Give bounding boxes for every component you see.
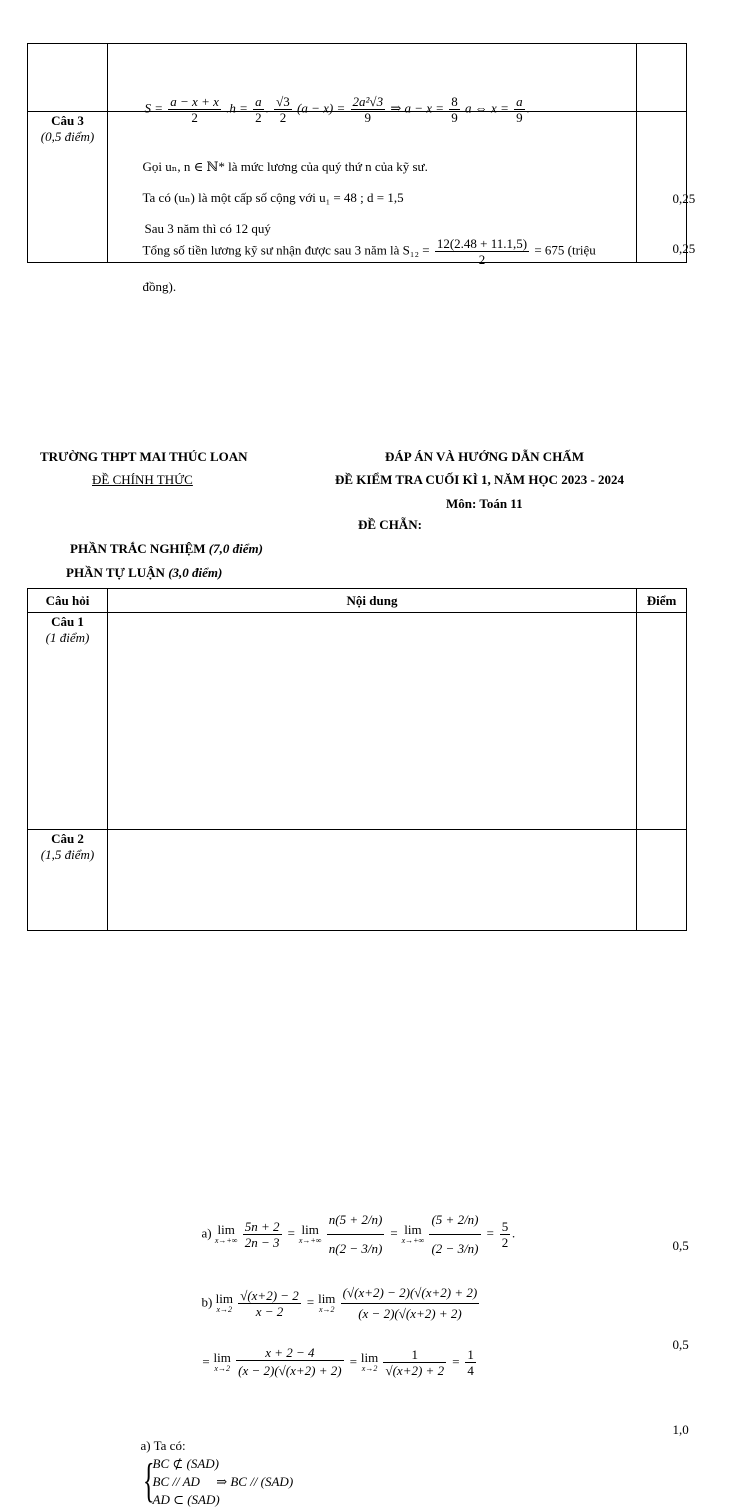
q1a-formula: a) lim x→+∞ $\frac{5n + 2}{2n - 3}$ = lim x→+∞ $\frac{n(5 + 2/n)}{n(2 - 3/n)}$ = lim x→+∞ $\frac{(5 + 2/n)}{(2 - 3/n)}$ = $\frac{5}{2}$ .	[202, 1206, 516, 1263]
left-brace-icon: {	[142, 1453, 155, 1507]
exam-title: ĐỀ KIỂM TRA CUỐI KÌ 1, NĂM HỌC 2023 - 2024	[335, 472, 625, 487]
q3-points: (0,5 điểm)	[40, 129, 95, 144]
area-formula: S = $\frac{a - x + x}{2}$ .h = $\frac{a}{2}$ . $\frac{√3}{2}$ (a − x) = $\frac{\text{2a²√3}}{9}$ ⇒ a − x = $\frac{8}{9}$ a ⇔ x = $\frac{a}{9}$ .	[144, 93, 530, 125]
q3-line-5: đồng).	[142, 278, 177, 294]
q3-line-3: Sau 3 năm thì có 12 quý	[144, 220, 271, 236]
q2-label: Câu 2	[51, 831, 84, 846]
essay-answer-table	[27, 588, 689, 1507]
col-header-question: Câu hỏi	[28, 589, 108, 613]
q3-score-2: 0,25	[672, 240, 696, 256]
top-answer-table	[27, 43, 696, 294]
q3-line-4: Tổng số tiền lương kỹ sư nhận được sau 3 năm là S₁₂ = $\frac{12(2.48 + 11.1,5)}{2}$ = 675 (triệu	[142, 235, 596, 267]
q2a-intro: a) Ta có:	[140, 1437, 186, 1453]
essay-heading: PHẦN TỰ LUẬN (3,0 điểm)	[66, 565, 223, 580]
school-name: TRƯỜNG THPT MAI THÚC LOAN	[40, 449, 248, 464]
exam-version: ĐỀ CHẴN:	[358, 517, 422, 532]
q1a-score: 0,5	[672, 1237, 689, 1253]
q1b-formula: b) lim x→2 $\frac{√(x+2) - 2}{x - 2}$ = lim x→2 $\frac{(√(x+2) - 2)(√(x+2) + 2)}{(x - 2)(√(x+2) + 2)}$	[201, 1284, 478, 1321]
q1-label-cell	[28, 613, 108, 830]
col-header-score: Điểm	[637, 589, 687, 613]
answer-key-title: ĐÁP ÁN VÀ HƯỚNG DẪN CHẤM	[385, 449, 584, 464]
q3-line-2: Ta có (uₙ) là một cấp số cộng với u₁ = 48 ; d = 1,5	[142, 189, 404, 205]
q2-score: 1,0	[672, 1421, 689, 1437]
col-header-content: Nội dung	[108, 589, 637, 613]
q1-content-cell	[108, 613, 637, 1378]
q1b-score: 0,5	[672, 1336, 689, 1352]
top-table-score-cell	[637, 44, 687, 112]
q2a-system: { BC ⊄ (SAD) BC // AD ⇒ BC // (SAD) AD ⊂ (SAD)	[142, 1453, 294, 1507]
q1-score-cell	[637, 613, 689, 1352]
q3-content-cell	[108, 112, 637, 294]
q3-label-cell	[28, 112, 108, 263]
top-table-content-cell	[108, 44, 637, 125]
q3-score-1: 0,25	[672, 190, 696, 206]
q3-line-1: Gọi uₙ, n ∈ ℕ* là mức lương của quý thứ n của kỹ sư.	[142, 158, 428, 174]
q1b-continuation: = lim x→2 $\frac{x + 2 - 4}{(x - 2)(√(x+2) + 2)}$ = lim x→2 $\frac{1}{√(x+2) + 2}$ = $\frac{1}{4}$	[201, 1344, 474, 1378]
multiple-choice-heading: PHẦN TRẮC NGHIỆM (7,0 điểm)	[70, 541, 263, 556]
subject-label: Môn: Toán 11	[446, 496, 523, 511]
q1-label: Câu 1	[51, 614, 84, 629]
q2-label-cell	[28, 830, 108, 931]
official-exam-label: ĐỀ CHÍNH THỨC	[92, 472, 193, 487]
q2-points: (1,5 điểm)	[40, 847, 95, 862]
q3-label: Câu 3	[51, 113, 84, 128]
q3-score-cell	[637, 112, 696, 263]
top-table-question-cell	[28, 44, 108, 112]
q1-points: (1 điểm)	[45, 630, 90, 645]
